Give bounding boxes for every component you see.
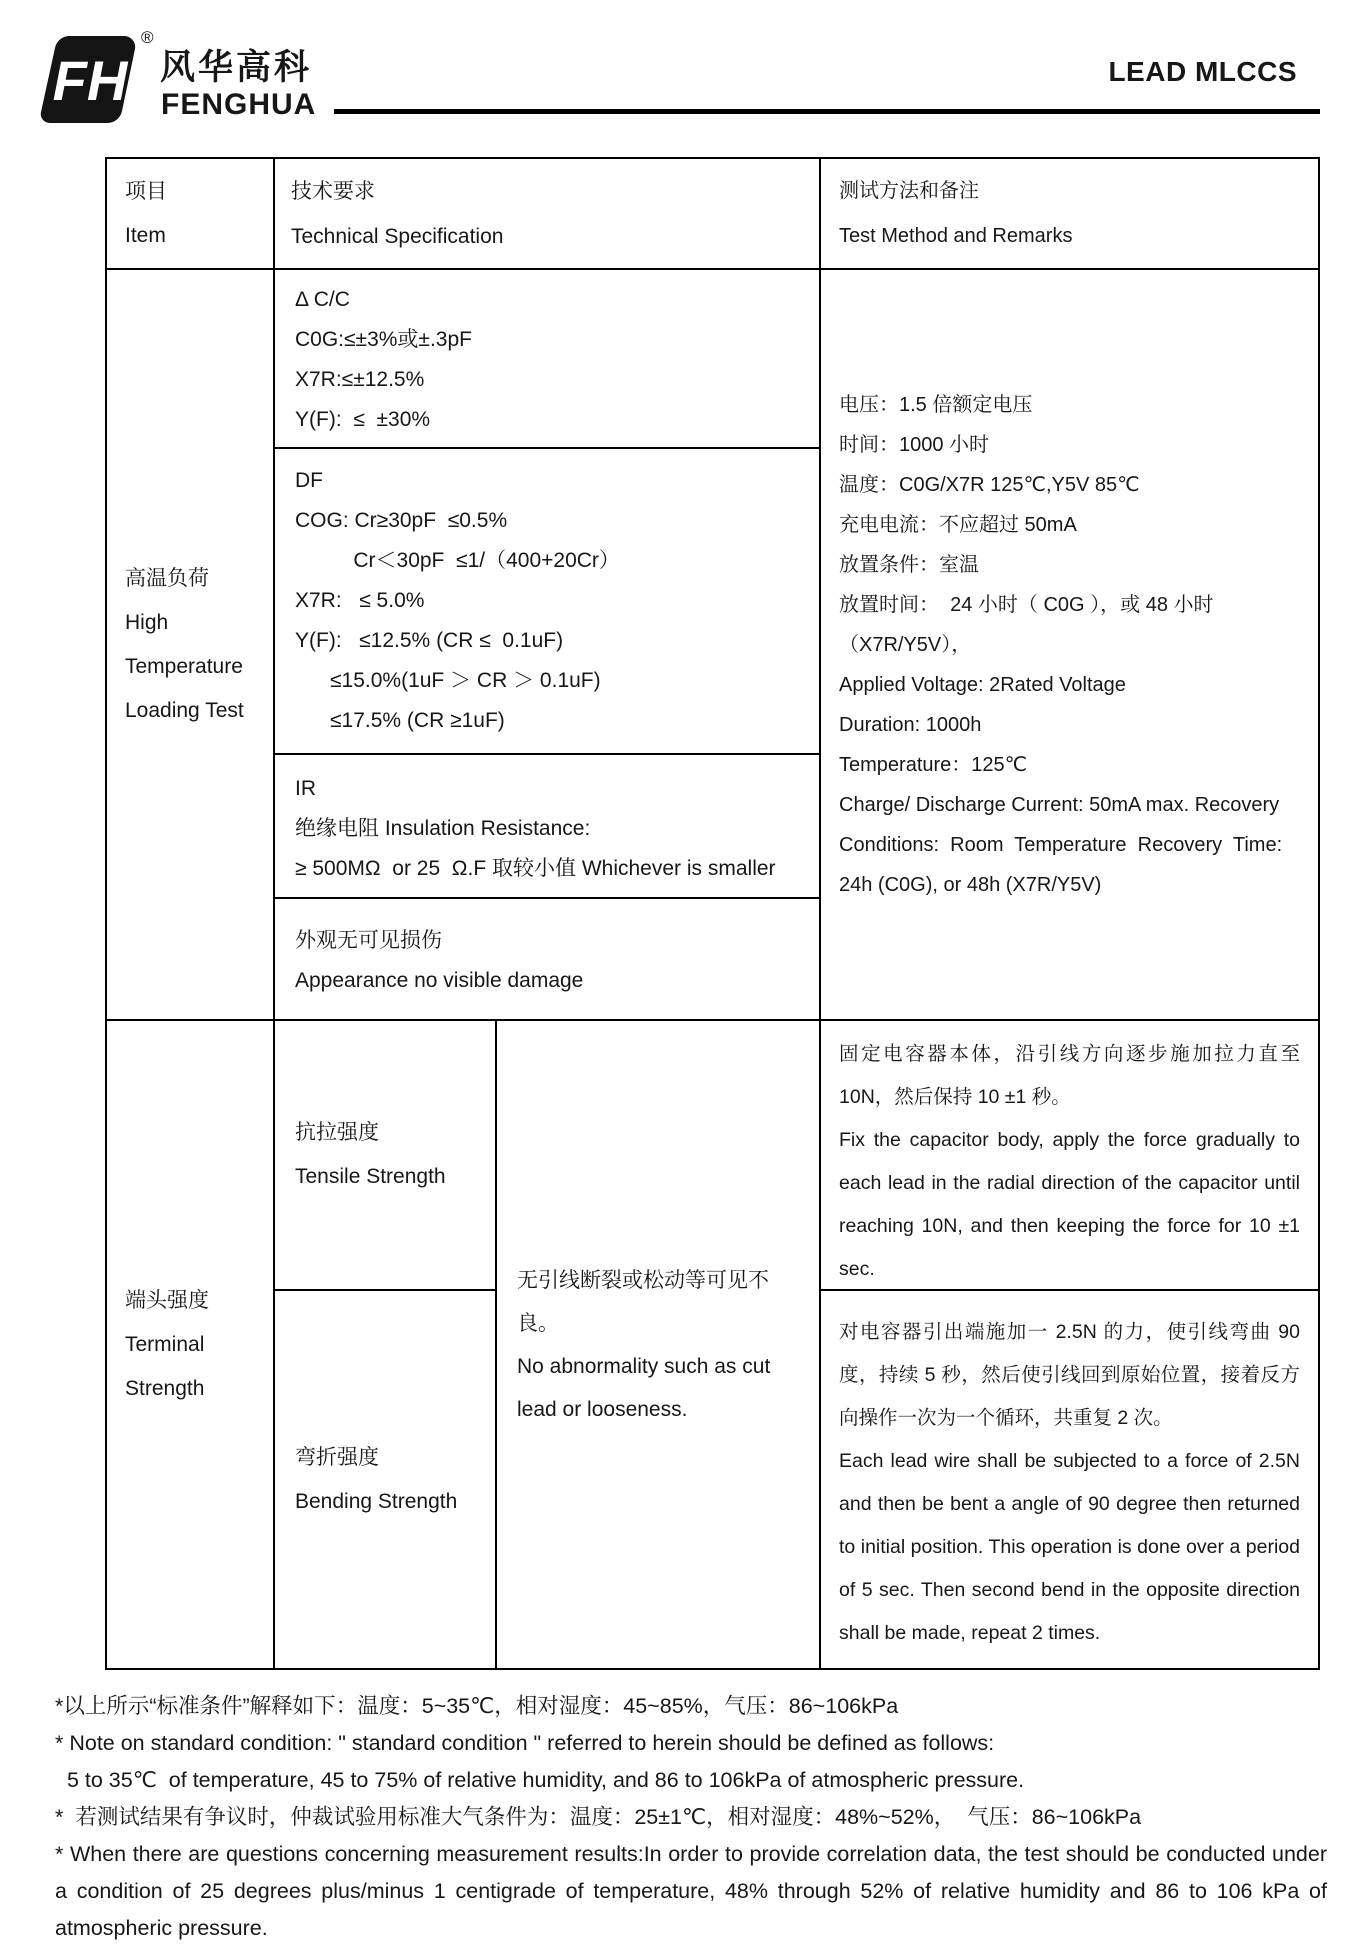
text-line: Conditions: Room Temperature Recovery Time:	[839, 833, 1283, 856]
text-line: DF	[295, 469, 323, 492]
text-line: 绝缘电阻 Insulation Resistance:	[295, 817, 591, 840]
no-abnormality-cn: 无引线断裂或松动等可见不良。	[517, 1268, 769, 1335]
footnotes	[55, 1688, 1333, 1947]
page-title: LEAD MLCCS	[1108, 56, 1297, 87]
text-line: X7R:≤±12.5%	[295, 368, 425, 391]
bending-method-cn: 对电容器引出端施加一 2.5N 的力，使引线弯曲 90 度，持续 5 秒，然后使引线回到原始位置，接着反方向操作一次为一个循环，共重复 2 次。	[839, 1321, 1306, 1429]
text-line: Appearance no visible damage	[295, 969, 584, 992]
text-line: 24h (C0G), or 48h (X7R/Y5V)	[839, 873, 1102, 896]
strength-label-cells	[275, 1021, 497, 1668]
brand-name-cn: 风华高科	[160, 48, 313, 87]
footnote: 5 to 35℃ of temperature, 45 to 75% of relative humidity, and 86 to 106kPa of atmospheric pressure.	[55, 1768, 1025, 1792]
text-line: 端头强度	[125, 1288, 209, 1312]
spec-cells-high-temp	[275, 270, 821, 1019]
method-cell-bending	[821, 1291, 1318, 1668]
no-abnormality-en: No abnormality such as cut lead or looseness.	[517, 1354, 777, 1421]
text-line: 充电电流：不应超过 50mA	[839, 513, 1077, 536]
spec-cell-appearance	[275, 899, 819, 1019]
text-line: Terminal	[125, 1332, 205, 1356]
text-line: ≤17.5% (CR ≥1uF)	[295, 709, 505, 732]
text-line: Cr＜30pF ≤1/（400+20Cr）	[295, 549, 620, 572]
text-line: Temperature：125℃	[839, 753, 1028, 776]
fenghua-logo-icon	[38, 34, 138, 128]
header-rule	[334, 109, 1320, 114]
spec-cell-tensile-label	[275, 1021, 495, 1291]
table-row-high-temp	[107, 270, 1318, 1021]
text-line: 测试方法和备注	[839, 179, 979, 202]
text-line: X7R: ≤ 5.0%	[295, 589, 425, 612]
text-line: Δ C/C	[295, 288, 350, 311]
text-line: Applied Voltage: 2Rated Voltage	[839, 673, 1126, 696]
text-line: 放置条件：室温	[839, 553, 979, 576]
item-cell-terminal-strength	[107, 1021, 275, 1668]
text-line: C0G:≤±3%或±.3pF	[295, 328, 472, 351]
text-line: Item	[125, 223, 166, 247]
spec-table	[105, 157, 1320, 1670]
text-line: 弯折强度	[295, 1445, 379, 1469]
col-header-method	[821, 159, 1318, 268]
text-line: COG: Cr≥30pF ≤0.5%	[295, 509, 508, 532]
method-cell-high-temp	[821, 270, 1318, 1019]
method-cell-tensile	[821, 1021, 1318, 1291]
text-line: 电压：1.5 倍额定电压	[839, 393, 1033, 416]
text-line: Loading Test	[125, 698, 244, 722]
text-line: 抗拉强度	[295, 1121, 379, 1144]
spec-cell-bending-label	[275, 1291, 495, 1668]
svg-text:FH: FH	[52, 49, 128, 112]
text-line: Test Method and Remarks	[839, 224, 1073, 247]
text-line: Charge/ Discharge Current: 50mA max. Recovery	[839, 793, 1280, 816]
text-line: 温度：C0G/X7R 125℃,Y5V 85℃	[839, 473, 1140, 496]
text-line: ≥ 500MΩ or 25 Ω.F 取较小值 Whichever is smaller	[295, 857, 776, 880]
table-header-row	[107, 159, 1318, 270]
text-line: Tensile Strength	[295, 1165, 446, 1188]
text-line: 放置时间： 24 小时（ C0G ），或 48 小时	[839, 593, 1214, 616]
spec-cell-delta-cc	[275, 270, 819, 449]
text-line: ≤15.0%(1uF ＞ CR ＞ 0.1uF)	[295, 669, 601, 692]
footnote: *以上所示“标准条件”解释如下：温度：5~35℃，相对湿度：45~85%，气压：86~106kPa	[55, 1694, 899, 1718]
text-line: （X7R/Y5V），	[839, 633, 972, 656]
spec-cell-ir	[275, 755, 819, 899]
col-header-item	[107, 159, 275, 268]
item-cell-high-temp	[107, 270, 275, 1019]
text-line: IR	[295, 777, 316, 800]
text-line: Y(F): ≤12.5% (CR ≤ 0.1uF)	[295, 629, 564, 652]
registered-trademark-icon: ®	[141, 28, 154, 47]
table-row-terminal-strength	[107, 1021, 1318, 1668]
text-line: High	[125, 610, 169, 634]
footnote: * 若测试结果有争议时，仲裁试验用标准大气条件为：温度：25±1℃，相对湿度：48%~52%， 气压：86~106kPa	[55, 1805, 1142, 1829]
tensile-method-en: Fix the capacitor body, apply the force gradually to each lead in the radial direction of the capacitor until reaching 10N, and then keeping the force for 10 ±1 sec.	[839, 1129, 1306, 1280]
brand-name-en: FENGHUA	[161, 88, 317, 121]
text-line: Temperature	[125, 654, 243, 678]
text-line: Technical Specification	[291, 224, 504, 248]
text-line: 外观无可见损伤	[295, 929, 442, 952]
spec-cell-df	[275, 449, 819, 755]
text-line: 技术要求	[291, 179, 375, 203]
text-line: 高温负荷	[125, 566, 209, 590]
text-line: Y(F): ≤ ±30%	[295, 408, 431, 431]
spec-cell-no-abnormality	[497, 1021, 821, 1668]
text-line: Bending Strength	[295, 1489, 458, 1513]
text-line: 项目	[125, 179, 167, 203]
bending-method-en: Each lead wire shall be subjected to a force of 2.5N and then be bent a angle of 90 degree then returned to initial position. This operation is done over a period of 5 sec. Then second bend in the opposite direction shall be made, repeat 2 times.	[839, 1450, 1306, 1644]
text-line: Strength	[125, 1376, 205, 1400]
tensile-method-cn: 固定电容器本体，沿引线方向逐步施加拉力直至 10N，然后保持 10 ±1 秒。	[839, 1043, 1306, 1108]
method-cells-terminal-strength	[821, 1021, 1318, 1668]
text-line: 时间：1000 小时	[839, 433, 990, 456]
footnote: * When there are questions concerning measurement results:In order to provide correlation data, the test should be conducted under a condition of 25 degrees plus/minus 1 centigrade of temperature, 48% through 52% of relative humidity and 86 to 106 kPa of atmospheric pressure.	[55, 1842, 1333, 1940]
footnote: * Note on standard condition: " standard condition " referred to herein should be defined as follows:	[55, 1731, 995, 1755]
text-line: Duration: 1000h	[839, 713, 982, 736]
col-header-spec	[275, 159, 821, 268]
